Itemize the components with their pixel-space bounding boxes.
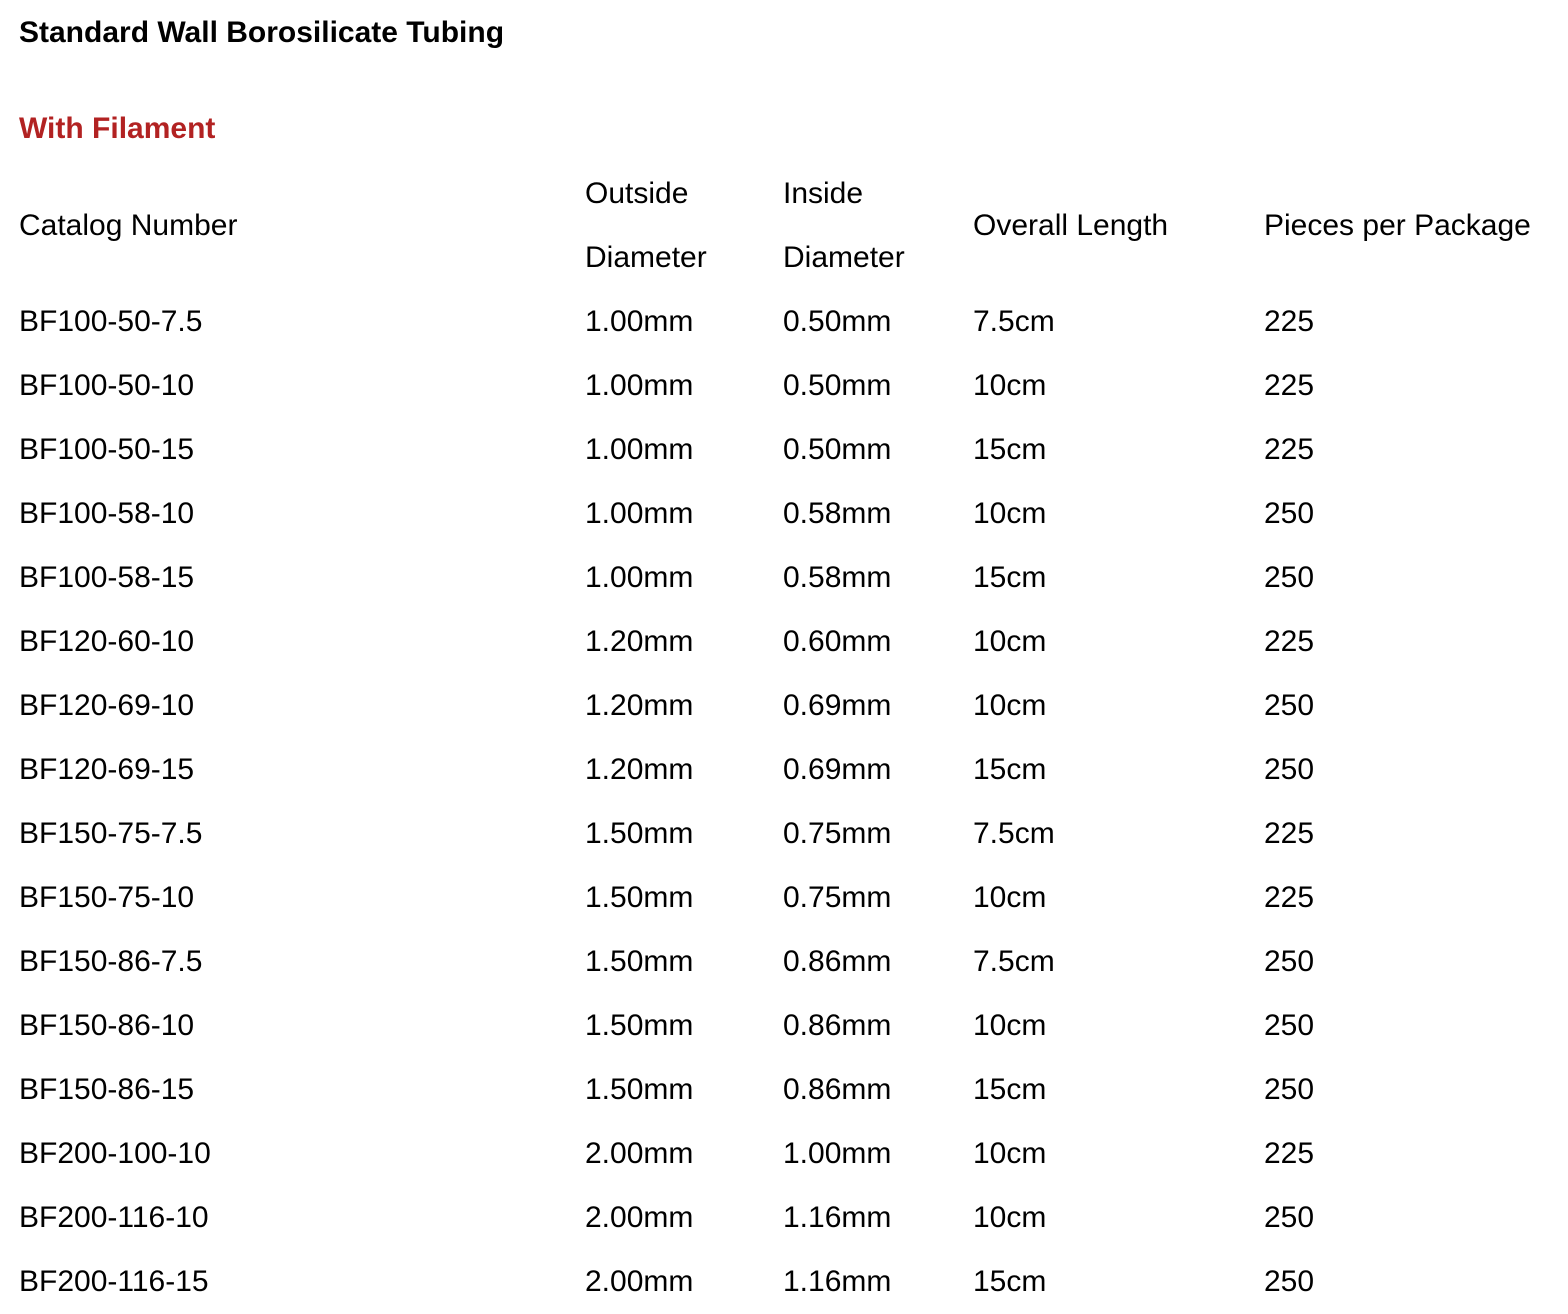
cell-catalog-number: BF150-86-15 xyxy=(19,1073,195,1106)
cell-catalog-number: BF200-116-10 xyxy=(19,1201,209,1234)
cell-inside-diameter: 0.75mm xyxy=(783,817,892,850)
cell-inside-diameter: 0.58mm xyxy=(783,497,892,530)
cell-catalog-number: BF150-86-7.5 xyxy=(19,945,203,978)
table-row xyxy=(19,1250,1554,1314)
cell-overall-length: 15cm xyxy=(973,753,1047,786)
cell-overall-length: 7.5cm xyxy=(973,305,1055,338)
cell-outside-diameter: 2.00mm xyxy=(585,1265,694,1298)
table-row xyxy=(19,866,1554,930)
cell-outside-diameter: 1.50mm xyxy=(585,881,694,914)
cell-inside-diameter: 0.50mm xyxy=(783,369,892,402)
header-overall-length: Overall Length xyxy=(973,209,1169,242)
table-row xyxy=(19,482,1554,546)
table-row xyxy=(19,418,1554,482)
header-outside-diameter xyxy=(585,162,783,290)
cell-pieces-per-package: 250 xyxy=(1264,561,1315,594)
cell-overall-length: 10cm xyxy=(973,1137,1047,1170)
table-row xyxy=(19,1186,1554,1250)
cell-pieces-per-package: 250 xyxy=(1264,497,1315,530)
cell-overall-length: 10cm xyxy=(973,369,1047,402)
header-inside-diameter xyxy=(783,162,973,290)
cell-overall-length: 15cm xyxy=(973,433,1047,466)
cell-catalog-number: BF150-86-10 xyxy=(19,1009,195,1042)
cell-overall-length: 7.5cm xyxy=(973,817,1055,850)
cell-pieces-per-package: 250 xyxy=(1264,689,1315,722)
cell-outside-diameter: 1.00mm xyxy=(585,433,694,466)
cell-overall-length: 7.5cm xyxy=(973,945,1055,978)
cell-catalog-number: BF100-58-15 xyxy=(19,561,195,594)
cell-catalog-number: BF120-69-10 xyxy=(19,689,195,722)
cell-inside-diameter: 0.86mm xyxy=(783,1073,892,1106)
table-row xyxy=(19,1058,1554,1122)
cell-inside-diameter: 0.60mm xyxy=(783,625,892,658)
cell-overall-length: 15cm xyxy=(973,561,1047,594)
header-pieces-per-package: Pieces per Package xyxy=(1264,209,1531,242)
cell-pieces-per-package: 225 xyxy=(1264,817,1315,850)
cell-outside-diameter: 1.00mm xyxy=(585,305,694,338)
cell-inside-diameter: 0.50mm xyxy=(783,433,892,466)
cell-pieces-per-package: 250 xyxy=(1264,945,1315,978)
cell-catalog-number: BF200-100-10 xyxy=(19,1137,211,1170)
cell-overall-length: 10cm xyxy=(973,881,1047,914)
table-row xyxy=(19,546,1554,610)
table-row xyxy=(19,802,1554,866)
cell-pieces-per-package: 225 xyxy=(1264,305,1315,338)
section-title: With Filament xyxy=(19,112,216,145)
cell-overall-length: 10cm xyxy=(973,625,1047,658)
cell-pieces-per-package: 225 xyxy=(1264,625,1315,658)
cell-outside-diameter: 2.00mm xyxy=(585,1137,694,1170)
cell-outside-diameter: 1.00mm xyxy=(585,561,694,594)
cell-outside-diameter: 2.00mm xyxy=(585,1201,694,1234)
table-row xyxy=(19,994,1554,1058)
cell-inside-diameter: 0.69mm xyxy=(783,689,892,722)
table-row xyxy=(19,354,1554,418)
cell-inside-diameter: 1.00mm xyxy=(783,1137,892,1170)
cell-catalog-number: BF150-75-10 xyxy=(19,881,195,914)
table-row xyxy=(19,738,1554,802)
cell-outside-diameter: 1.50mm xyxy=(585,817,694,850)
cell-overall-length: 15cm xyxy=(973,1265,1047,1298)
cell-outside-diameter: 1.50mm xyxy=(585,1073,694,1106)
cell-overall-length: 10cm xyxy=(973,689,1047,722)
table-row xyxy=(19,610,1554,674)
page-title: Standard Wall Borosilicate Tubing xyxy=(19,16,505,49)
cell-pieces-per-package: 250 xyxy=(1264,1201,1315,1234)
cell-inside-diameter: 0.75mm xyxy=(783,881,892,914)
cell-catalog-number: BF200-116-15 xyxy=(19,1265,209,1298)
cell-catalog-number: BF100-50-10 xyxy=(19,369,195,402)
cell-catalog-number: BF120-69-15 xyxy=(19,753,195,786)
cell-pieces-per-package: 250 xyxy=(1264,1265,1315,1298)
table-row xyxy=(19,290,1554,354)
header-catalog-number: Catalog Number xyxy=(19,209,238,242)
cell-catalog-number: BF150-75-7.5 xyxy=(19,817,203,850)
cell-inside-diameter: 0.86mm xyxy=(783,945,892,978)
cell-pieces-per-package: 225 xyxy=(1264,369,1315,402)
cell-catalog-number: BF100-58-10 xyxy=(19,497,195,530)
cell-catalog-number: BF100-50-15 xyxy=(19,433,195,466)
cell-overall-length: 15cm xyxy=(973,1073,1047,1106)
cell-outside-diameter: 1.00mm xyxy=(585,497,694,530)
cell-overall-length: 10cm xyxy=(973,1201,1047,1234)
table-row xyxy=(19,674,1554,738)
table-body xyxy=(19,290,1554,1314)
table-row xyxy=(19,930,1554,994)
cell-pieces-per-package: 225 xyxy=(1264,433,1315,466)
cell-inside-diameter: 0.69mm xyxy=(783,753,892,786)
table-row xyxy=(19,1122,1554,1186)
cell-inside-diameter: 0.58mm xyxy=(783,561,892,594)
cell-inside-diameter: 1.16mm xyxy=(783,1265,892,1298)
cell-outside-diameter: 1.50mm xyxy=(585,1009,694,1042)
header-inside-diameter-line1: Inside xyxy=(783,177,864,210)
cell-inside-diameter: 0.50mm xyxy=(783,305,892,338)
tubing-spec-table xyxy=(19,162,1554,1314)
cell-catalog-number: BF120-60-10 xyxy=(19,625,195,658)
cell-outside-diameter: 1.20mm xyxy=(585,689,694,722)
cell-overall-length: 10cm xyxy=(973,497,1047,530)
cell-inside-diameter: 0.86mm xyxy=(783,1009,892,1042)
cell-inside-diameter: 1.16mm xyxy=(783,1201,892,1234)
cell-pieces-per-package: 225 xyxy=(1264,881,1315,914)
table-header-row xyxy=(19,162,1554,290)
header-outside-diameter-line2: Diameter xyxy=(585,241,707,274)
cell-overall-length: 10cm xyxy=(973,1009,1047,1042)
cell-pieces-per-package: 250 xyxy=(1264,1009,1315,1042)
cell-pieces-per-package: 250 xyxy=(1264,753,1315,786)
cell-outside-diameter: 1.00mm xyxy=(585,369,694,402)
cell-catalog-number: BF100-50-7.5 xyxy=(19,305,203,338)
cell-outside-diameter: 1.20mm xyxy=(585,753,694,786)
cell-pieces-per-package: 250 xyxy=(1264,1073,1315,1106)
cell-outside-diameter: 1.50mm xyxy=(585,945,694,978)
cell-pieces-per-package: 225 xyxy=(1264,1137,1315,1170)
header-outside-diameter-line1: Outside xyxy=(585,177,689,210)
header-inside-diameter-line2: Diameter xyxy=(783,241,905,274)
cell-outside-diameter: 1.20mm xyxy=(585,625,694,658)
